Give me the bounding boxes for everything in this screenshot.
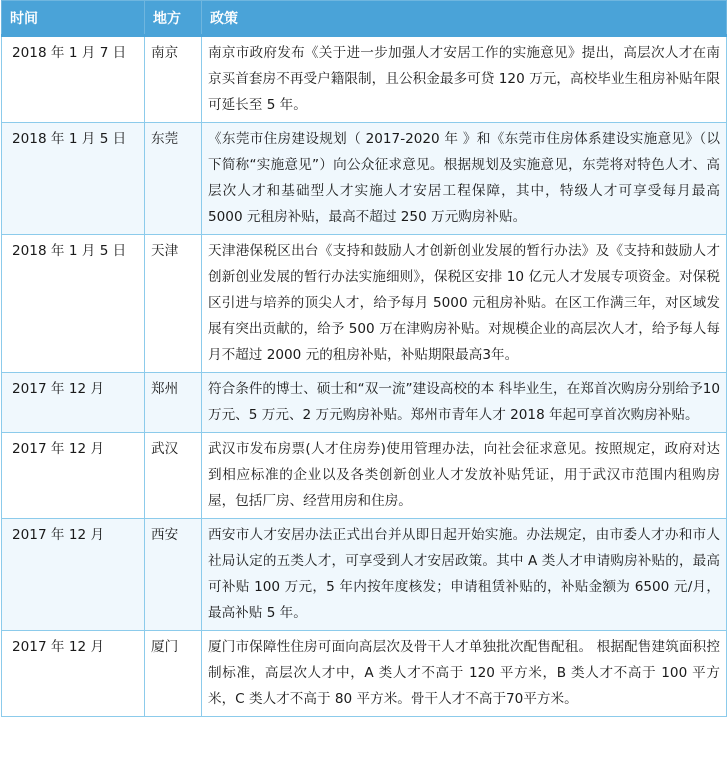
policy-table [1, 0, 727, 717]
cell-date: 2017 年 12 月 [2, 519, 145, 631]
table-row-dongguan [2, 123, 727, 235]
table-row-xiamen [2, 631, 727, 717]
cell-date: 2017 年 12 月 [2, 631, 145, 717]
cell-date: 2017 年 12 月 [2, 433, 145, 519]
table-row-nanjing [2, 36, 727, 123]
cell-city: 厦门 [145, 631, 202, 717]
table-header-row [2, 1, 727, 36]
cell-policy: 《东莞市住房建设规划（ 2017-2020 年 》和《东莞市住房体系建设实施意见》（以下简称“实施意见”）向公众征求意见。根据规划及实施意见，东莞将对特色人才、高层次人才和基础型人才实施人才安居工程保障，其中，特级人才可享受每月最高 5000 元租房补贴，最高不超过 250 万元购房补贴。 [202, 123, 727, 235]
cell-policy: 厦门市保障性住房可面向高层次及骨干人才单独批次配售配租。 根据配售建筑面积控制标准，高层次人才中，A 类人才不高于 120 平方米，B 类人才不高于 100 平方米，C 类人才不高于 80 平方米。骨干人才不高于70平方米。 [202, 631, 727, 717]
table-row-zhengzhou [2, 373, 727, 433]
header-policy: 政策 [202, 1, 727, 36]
cell-policy: 天津港保税区出台《支持和鼓励人才创新创业发展的暂行办法》及《支持和鼓励人才创新创业发展的暂行办法实施细则》，保税区安排 10 亿元人才发展专项资金。对保税区引进与培养的顶尖人才，给予每月 5000 元租房补贴。在区工作满三年，对区域发展有突出贡献的，给予 500 万在津购房补贴。对规模企业的高层次人才，给予每人每月不超过 2000 元的租房补贴，补贴期限最高3年。 [202, 235, 727, 373]
cell-policy: 南京市政府发布《关于进一步加强人才安居工作的实施意见》提出，高层次人才在南京买首套房不再受户籍限制，且公积金最多可贷 120 万元，高校毕业生租房补贴年限可延长至 5 年。 [202, 36, 727, 123]
table-row-xian [2, 519, 727, 631]
cell-city: 南京 [145, 36, 202, 123]
table-row-wuhan [2, 433, 727, 519]
cell-date: 2017 年 12 月 [2, 373, 145, 433]
cell-policy: 西安市人才安居办法正式出台并从即日起开始实施。办法规定，由市委人才办和市人社局认定的五类人才，可享受到人才安居政策。其中 A 类人才申请购房补贴的，最高可补贴 100 万元，5 年内按年度核发；申请租赁补贴的，补贴金额为 6500 元/月，最高补贴 5 年。 [202, 519, 727, 631]
header-city: 地方 [145, 1, 202, 36]
header-date: 时间 [2, 1, 145, 36]
cell-city: 东莞 [145, 123, 202, 235]
cell-city: 郑州 [145, 373, 202, 433]
cell-city: 西安 [145, 519, 202, 631]
table-row-tianjin [2, 235, 727, 373]
cell-policy: 武汉市发布房票(人才住房券)使用管理办法，向社会征求意见。按照规定，政府对达到相应标准的企业以及各类创新创业人才发放补贴凭证，用于武汉市范围内租购房屋，包括厂房、经营用房和住房。 [202, 433, 727, 519]
cell-city: 天津 [145, 235, 202, 373]
cell-date: 2018 年 1 月 5 日 [2, 123, 145, 235]
bottom-fade-decoration [210, 740, 270, 757]
cell-city: 武汉 [145, 433, 202, 519]
cell-policy: 符合条件的博士、硕士和“双一流”建设高校的本 科毕业生，在郑首次购房分别给予10万元、5 万元、2 万元购房补贴。郑州市青年人才 2018 年起可享首次购房补贴。 [202, 373, 727, 433]
cell-date: 2018 年 1 月 7 日 [2, 36, 145, 123]
cell-date: 2018 年 1 月 5 日 [2, 235, 145, 373]
